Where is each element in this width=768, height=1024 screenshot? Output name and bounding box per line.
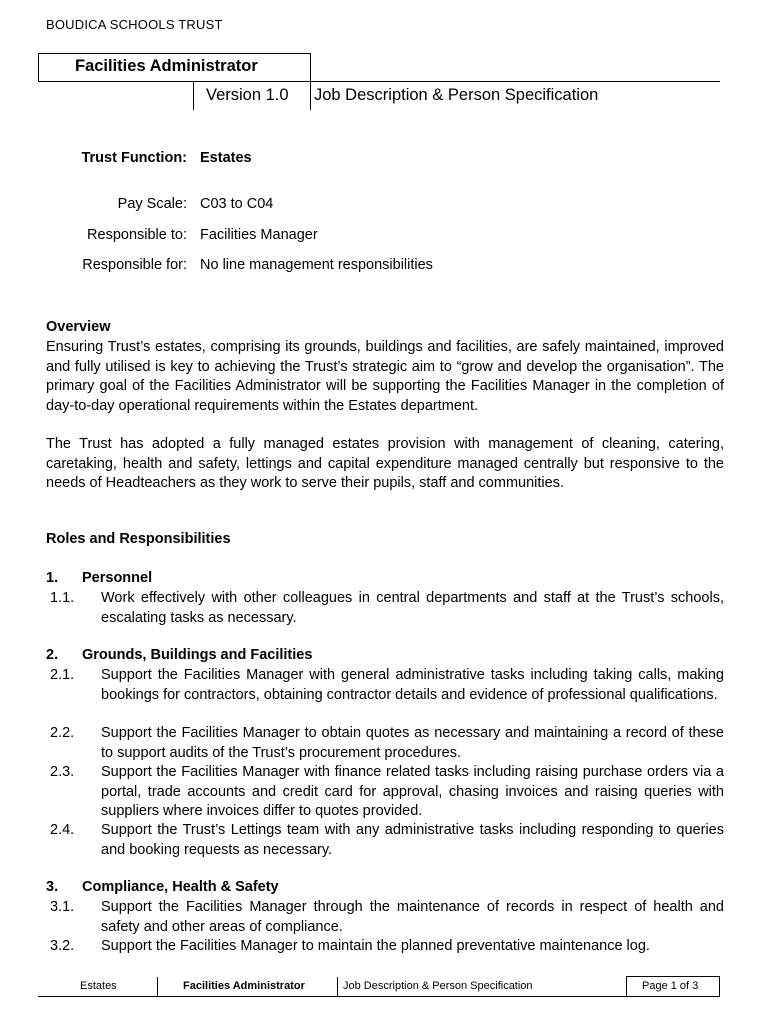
- section-title: Personnel: [82, 570, 153, 586]
- organisation-name: BOUDICA SCHOOLS TRUST: [46, 17, 223, 32]
- header-box-top-line: [38, 53, 311, 54]
- footer-department: Estates: [80, 980, 117, 992]
- pay-scale-value: C03 to C04: [200, 196, 274, 212]
- job-title: Facilities Administrator: [75, 57, 258, 75]
- responsible-to-label: Responsible to:: [87, 227, 187, 243]
- footer-job-title: Facilities Administrator: [183, 980, 305, 992]
- item-number: 2.1.: [50, 667, 75, 683]
- item-number: 3.2.: [50, 938, 75, 954]
- responsible-to-value: Facilities Manager: [200, 227, 318, 243]
- trust-function-label: Trust Function:: [81, 150, 187, 166]
- header-box-left-line: [38, 53, 39, 81]
- item-text: Support the Trust’s Lettings team with any administrative tasks including responding to queries and booking requests as necessary.: [101, 822, 724, 858]
- footer-divider-2: [337, 977, 338, 996]
- item-text: Work effectively with other colleagues in central departments and staff at the Trust’s schools, escalating tasks as necessary.: [101, 590, 724, 626]
- footer-page-number: Page 1 of 3: [642, 980, 699, 992]
- footer-divider-1: [157, 977, 158, 996]
- overview-heading: Overview: [46, 319, 111, 335]
- item-number: 2.4.: [50, 822, 75, 838]
- overview-paragraph-1: Ensuring Trust’s estates, comprising its grounds, buildings and facilities, are safely maintained, improved and fully utilised is key to achieving the Trust’s strategic aim to “grow and develop the organisation”. The primary goal of the Facilities Administrator will be supporting the Facilities Manager in the completion of day-to-day operational requirements within the Estates department.: [46, 339, 724, 414]
- document-type: Job Description & Person Specification: [314, 86, 599, 104]
- section-number: 3.: [46, 879, 59, 895]
- item-text: Support the Facilities Manager with finance related tasks including raising purchase orders via a portal, trade accounts and credit card for approval, chasing invoices and raising queries with suppliers where invoices differ to quotes provided.: [101, 764, 724, 819]
- section-title: Grounds, Buildings and Facilities: [82, 647, 313, 663]
- item-number: 2.3.: [50, 764, 75, 780]
- responsible-for-value: No line management responsibilities: [200, 257, 433, 273]
- item-text: Support the Facilities Manager to obtain quotes as necessary and maintaining a record of these to support audits of the Trust’s procurement procedures.: [101, 725, 724, 761]
- item-number: 1.1.: [50, 590, 75, 606]
- section-number: 1.: [46, 570, 59, 586]
- section-title: Compliance, Health & Safety: [82, 879, 279, 895]
- pay-scale-label: Pay Scale:: [117, 196, 187, 212]
- roles-heading: Roles and Responsibilities: [46, 531, 231, 547]
- footer-page-box-right: [719, 976, 720, 996]
- header-box-middle-line: [310, 53, 311, 110]
- item-text: Support the Facilities Manager through the maintenance of records in respect of health and safety and other areas of compliance.: [101, 899, 724, 935]
- header-box-divider-line: [38, 81, 720, 82]
- item-number: 2.2.: [50, 725, 75, 741]
- item-text: Support the Facilities Manager to maintain the planned preventative maintenance log.: [101, 938, 650, 954]
- footer-rule: [38, 996, 720, 997]
- section-number: 2.: [46, 647, 59, 663]
- item-number: 3.1.: [50, 899, 75, 915]
- trust-function-value: Estates: [200, 150, 252, 166]
- footer-page-box-top: [626, 976, 720, 977]
- footer-page-box-left: [626, 976, 627, 996]
- footer-document-type: Job Description & Person Specification: [343, 980, 533, 992]
- responsible-for-label: Responsible for:: [82, 257, 187, 273]
- header-box-version-line: [193, 81, 194, 110]
- item-text: Support the Facilities Manager with general administrative tasks including taking calls, making bookings for contractors, obtaining contractor details and evidence of professional qualifications.: [101, 667, 724, 703]
- overview-paragraph-2: The Trust has adopted a fully managed estates provision with management of cleaning, catering, caretaking, health and safety, lettings and capital expenditure managed centrally but responsive to the needs of Headteachers as they work to serve their pupils, staff and communities.: [46, 436, 724, 491]
- version-label: Version 1.0: [206, 86, 289, 104]
